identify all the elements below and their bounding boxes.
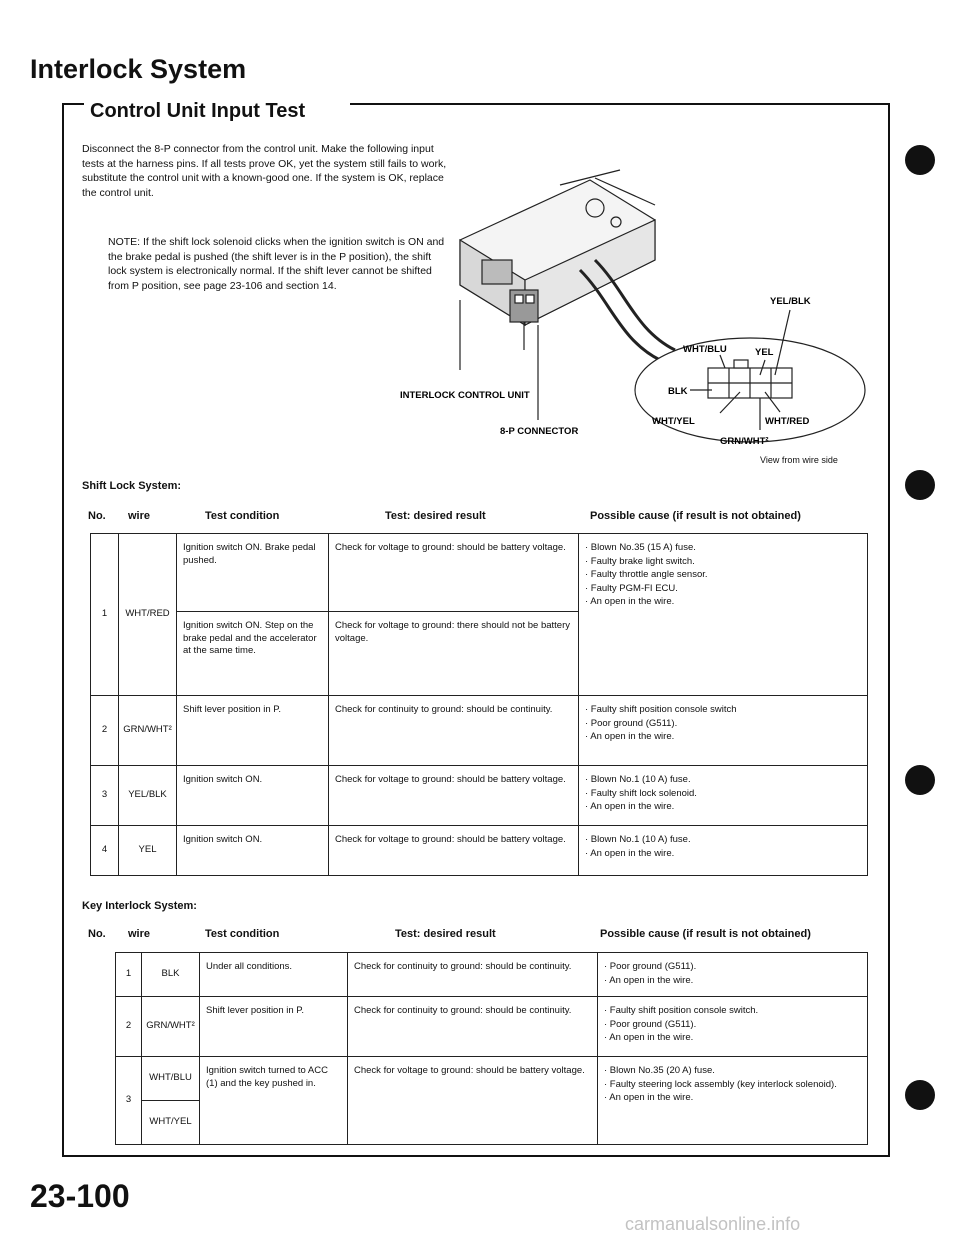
row-number: 4 bbox=[91, 826, 119, 876]
page-title: Interlock System bbox=[30, 54, 247, 84]
row-result: Check for continuity to ground: should be continuity. bbox=[348, 953, 598, 997]
row-causes bbox=[598, 953, 868, 997]
pin-blk: BLK bbox=[668, 386, 688, 397]
cause-item: · Blown No.1 (10 A) fuse. bbox=[585, 774, 691, 785]
table-row bbox=[116, 997, 868, 1057]
row-condition: Ignition switch ON. bbox=[177, 766, 329, 826]
connector-label: 8-P CONNECTOR bbox=[500, 426, 579, 437]
row-wire: GRN/WHT² bbox=[119, 696, 177, 766]
intro-paragraph: Disconnect the 8-P connector from the control unit. Make the following input tests at the harness pins. If all tests prove OK, yet the system still fails to work, substitute the control unit with a known-good one. If the system is OK, replace the control unit. bbox=[82, 143, 447, 199]
frame-left-top-rule bbox=[62, 103, 84, 105]
row-result: Check for continuity to ground: should be continuity. bbox=[329, 696, 579, 766]
row-causes bbox=[579, 534, 868, 696]
cause-item: · Blown No.1 (10 A) fuse. bbox=[585, 834, 691, 845]
cause-item: · Poor ground (G511). bbox=[585, 717, 678, 729]
row-number: 2 bbox=[116, 997, 142, 1057]
row-condition: Ignition switch turned to ACC (1) and the key pushed in. bbox=[200, 1057, 348, 1145]
page-number: 23-100 bbox=[30, 1178, 130, 1214]
cause-item: · An open in the wire. bbox=[585, 847, 675, 859]
row-number: 3 bbox=[91, 766, 119, 826]
view-note: View from wire side bbox=[760, 455, 838, 465]
row-condition: Shift lever position in P. bbox=[177, 696, 329, 766]
cause-item: · An open in the wire. bbox=[604, 1032, 694, 1043]
cause-item: · Poor ground (G511). bbox=[604, 961, 697, 972]
row-wire: YEL/BLK bbox=[119, 766, 177, 826]
frame-top-rule bbox=[350, 103, 890, 105]
punch-hole-4 bbox=[905, 1080, 935, 1110]
frame-left-rule bbox=[62, 103, 64, 1155]
table-row bbox=[91, 696, 868, 766]
pin-wht-blu: WHT/BLU bbox=[683, 344, 727, 355]
row-result: Check for voltage to ground: there should not be battery voltage. bbox=[329, 612, 579, 696]
row-causes bbox=[579, 696, 868, 766]
row-result: Check for voltage to ground: should be battery voltage. bbox=[329, 826, 579, 876]
key-interlock-title: Key Interlock System: bbox=[82, 900, 197, 912]
row-wire: BLK bbox=[142, 953, 200, 997]
row-number: 1 bbox=[116, 953, 142, 997]
row-wire: WHT/YEL bbox=[142, 1101, 200, 1145]
cause-item: · Faulty shift position console switch bbox=[585, 704, 737, 715]
row-number: 1 bbox=[91, 534, 119, 696]
shift-lock-head-no: No. bbox=[88, 510, 106, 522]
shift-lock-head-cause: Possible cause (if result is not obtained) bbox=[590, 510, 801, 522]
note-paragraph: NOTE: If the shift lock solenoid clicks when the ignition switch is ON and the brake pedal is pushed (the shift lever is in the P position), the shift lock system is electronically normal. If the shift lever cannot be shifted from P position, see page 23-106 and section 14. bbox=[108, 236, 445, 292]
shift-lock-title: Shift Lock System: bbox=[82, 480, 182, 492]
cause-item: · Blown No.35 (15 A) fuse. bbox=[585, 542, 696, 553]
row-causes bbox=[598, 997, 868, 1057]
cause-item: · Faulty throttle angle sensor. bbox=[585, 569, 708, 580]
watermark: carmanualsonline.info bbox=[625, 1214, 801, 1234]
cause-item: · An open in the wire. bbox=[585, 731, 675, 742]
pin-wht-red: WHT/RED bbox=[765, 416, 810, 427]
shift-lock-head-condition: Test condition bbox=[205, 510, 280, 522]
shift-lock-head-result: Test: desired result bbox=[385, 510, 486, 522]
row-result: Check for voltage to ground: should be battery voltage. bbox=[348, 1057, 598, 1145]
row-condition: Ignition switch ON. Step on the brake pedal and the accelerator at the same time. bbox=[177, 612, 329, 696]
table-row bbox=[116, 953, 868, 997]
cause-item: · Faulty brake light switch. bbox=[585, 555, 695, 567]
cause-item: · Faulty steering lock assembly (key interlock solenoid). bbox=[604, 1078, 837, 1090]
key-head-condition: Test condition bbox=[205, 928, 280, 940]
row-condition: Ignition switch ON. bbox=[177, 826, 329, 876]
punch-hole-1 bbox=[905, 145, 935, 175]
cause-item: · An open in the wire. bbox=[585, 801, 675, 812]
key-head-cause: Possible cause (if result is not obtained) bbox=[600, 928, 811, 940]
cause-item: · Faulty shift position console switch. bbox=[604, 1005, 759, 1016]
row-wire: GRN/WHT² bbox=[142, 997, 200, 1057]
row-wire: WHT/RED bbox=[119, 534, 177, 696]
key-head-wire: wire bbox=[128, 928, 151, 940]
pin-wht-yel: WHT/YEL bbox=[652, 416, 695, 427]
cause-item: · An open in the wire. bbox=[585, 596, 675, 607]
row-causes bbox=[598, 1057, 868, 1145]
row-number: 3 bbox=[116, 1057, 142, 1145]
key-interlock-table bbox=[115, 952, 868, 1145]
row-result: Check for voltage to ground: should be battery voltage. bbox=[329, 534, 579, 612]
table-row bbox=[91, 826, 868, 876]
row-result: Check for continuity to ground: should be continuity. bbox=[348, 997, 598, 1057]
control-unit-label: INTERLOCK CONTROL UNIT bbox=[400, 390, 530, 401]
table-row bbox=[91, 766, 868, 826]
pin-grn-wht: GRN/WHT² bbox=[720, 436, 769, 447]
row-wire: WHT/BLU bbox=[142, 1057, 200, 1101]
row-result: Check for voltage to ground: should be battery voltage. bbox=[329, 766, 579, 826]
connector-figure bbox=[400, 150, 890, 450]
row-number: 2 bbox=[91, 696, 119, 766]
row-condition: Under all conditions. bbox=[200, 953, 348, 997]
row-wire: YEL bbox=[119, 826, 177, 876]
cause-item: · Poor ground (G511). bbox=[604, 1018, 697, 1030]
section-title: Control Unit Input Test bbox=[90, 100, 306, 122]
row-condition: Ignition switch ON. Brake pedal pushed. bbox=[177, 534, 329, 612]
pin-yel-blk: YEL/BLK bbox=[770, 296, 811, 307]
key-head-no: No. bbox=[88, 928, 106, 940]
cause-item: · Faulty PGM-FI ECU. bbox=[585, 582, 678, 594]
key-head-result: Test: desired result bbox=[395, 928, 496, 940]
pin-yel: YEL bbox=[755, 347, 774, 358]
table-row bbox=[116, 1057, 868, 1101]
row-causes bbox=[579, 826, 868, 876]
row-condition: Shift lever position in P. bbox=[200, 997, 348, 1057]
cause-item: · Faulty shift lock solenoid. bbox=[585, 787, 697, 799]
punch-hole-3 bbox=[905, 765, 935, 795]
row-causes bbox=[579, 766, 868, 826]
punch-hole-2 bbox=[905, 470, 935, 500]
shift-lock-table bbox=[90, 533, 868, 876]
cause-item: · Blown No.35 (20 A) fuse. bbox=[604, 1065, 715, 1076]
table-row bbox=[91, 534, 868, 612]
shift-lock-head-wire: wire bbox=[128, 510, 151, 522]
frame-bottom-rule bbox=[62, 1155, 890, 1157]
cause-item: · An open in the wire. bbox=[604, 1092, 694, 1103]
cause-item: · An open in the wire. bbox=[604, 974, 694, 986]
